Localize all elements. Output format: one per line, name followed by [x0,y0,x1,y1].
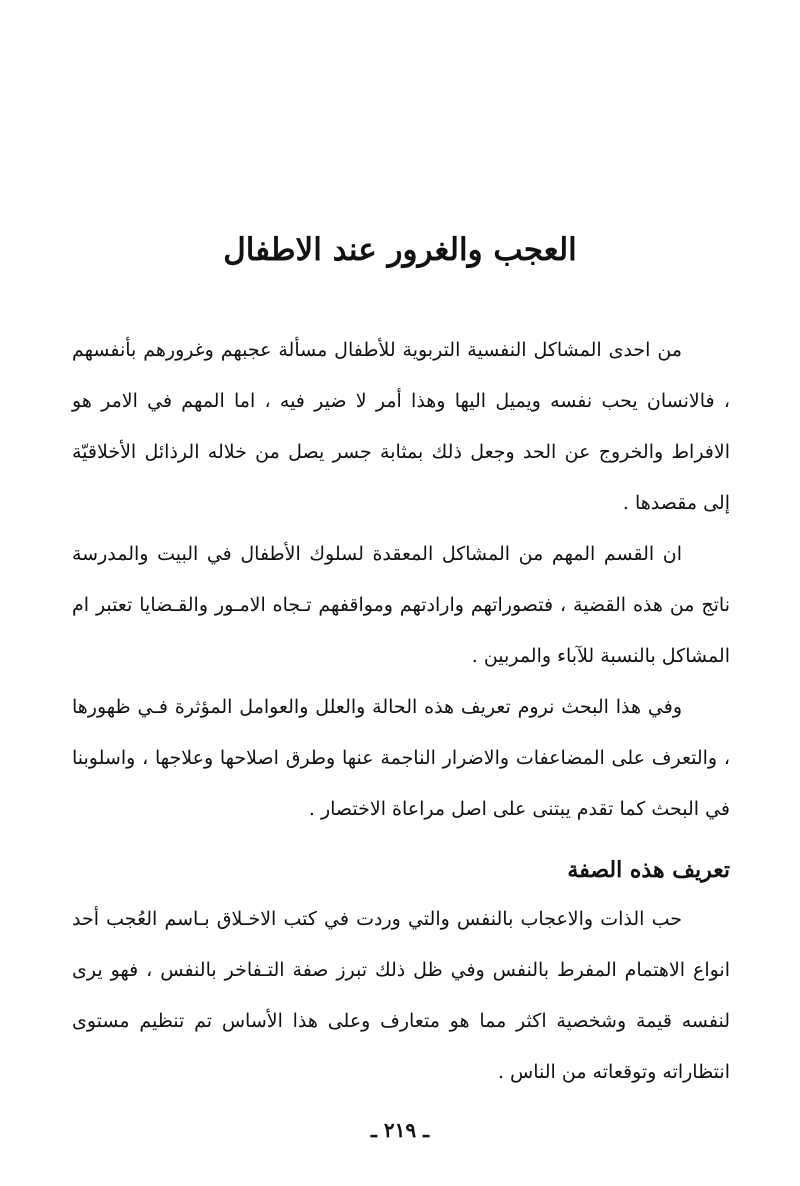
paragraph: وفي هذا البحث نروم تعريف هذه الحالة والعلل والعوامل المؤثرة فـي ظهورها ، والتعرف على المضاعفات والاضرار الناجمة عنها وطرق اصلاحها وعلاجها ، واسلوبنا في البحث كما تقدم يبتنى على اصل مراعاة الاختصار . [72,696,730,820]
intro-text [72,325,730,835]
page-number: ـ ٢١٩ ـ [371,1118,429,1142]
paragraph: من احدى المشاكل النفسية التربوية للأطفال مسألة عجبهم وغرورهم بأنفسهم ، فالانسان يحب نفسه ويميل اليها وهذا أمر لا ضير فيه ، اما المهم في الامر هو الافراط والخروج عن الحد وجعل ذلك بمثابة جسر يصل من خلاله الرذائل الأخلاقيّة إلى مقصدها . [72,339,730,514]
page-title: العجب والغرور عند الاطفال [223,232,577,268]
paragraph: حب الذات والاعجاب بالنفس والتي وردت في كتب الاخـلاق بـاسم العُجب أحد انواع الاهتمام المفرط بالنفس وفي ظل ذلك تبرز صفة التـفاخر بالنفس ، فهو يرى لنفسه قيمة وشخصية اكثر مما هو متعارف وعلى هذا الأساس تم تنظيم مستوى انتظاراته وتوقعاته من الناس . [72,908,730,1083]
section-text [72,894,730,1098]
section-heading: تعريف هذه الصفة [567,857,730,883]
paragraph: ان القسم المهم من المشاكل المعقدة لسلوك الأطفال في البيت والمدرسة ناتج من هذه القضية ، فتصوراتهم وارادتهم ومواقفهم تـجاه الامـور والقـضايا تعتبر ام المشاكل بالنسبة للآباء والمربين . [72,543,730,667]
